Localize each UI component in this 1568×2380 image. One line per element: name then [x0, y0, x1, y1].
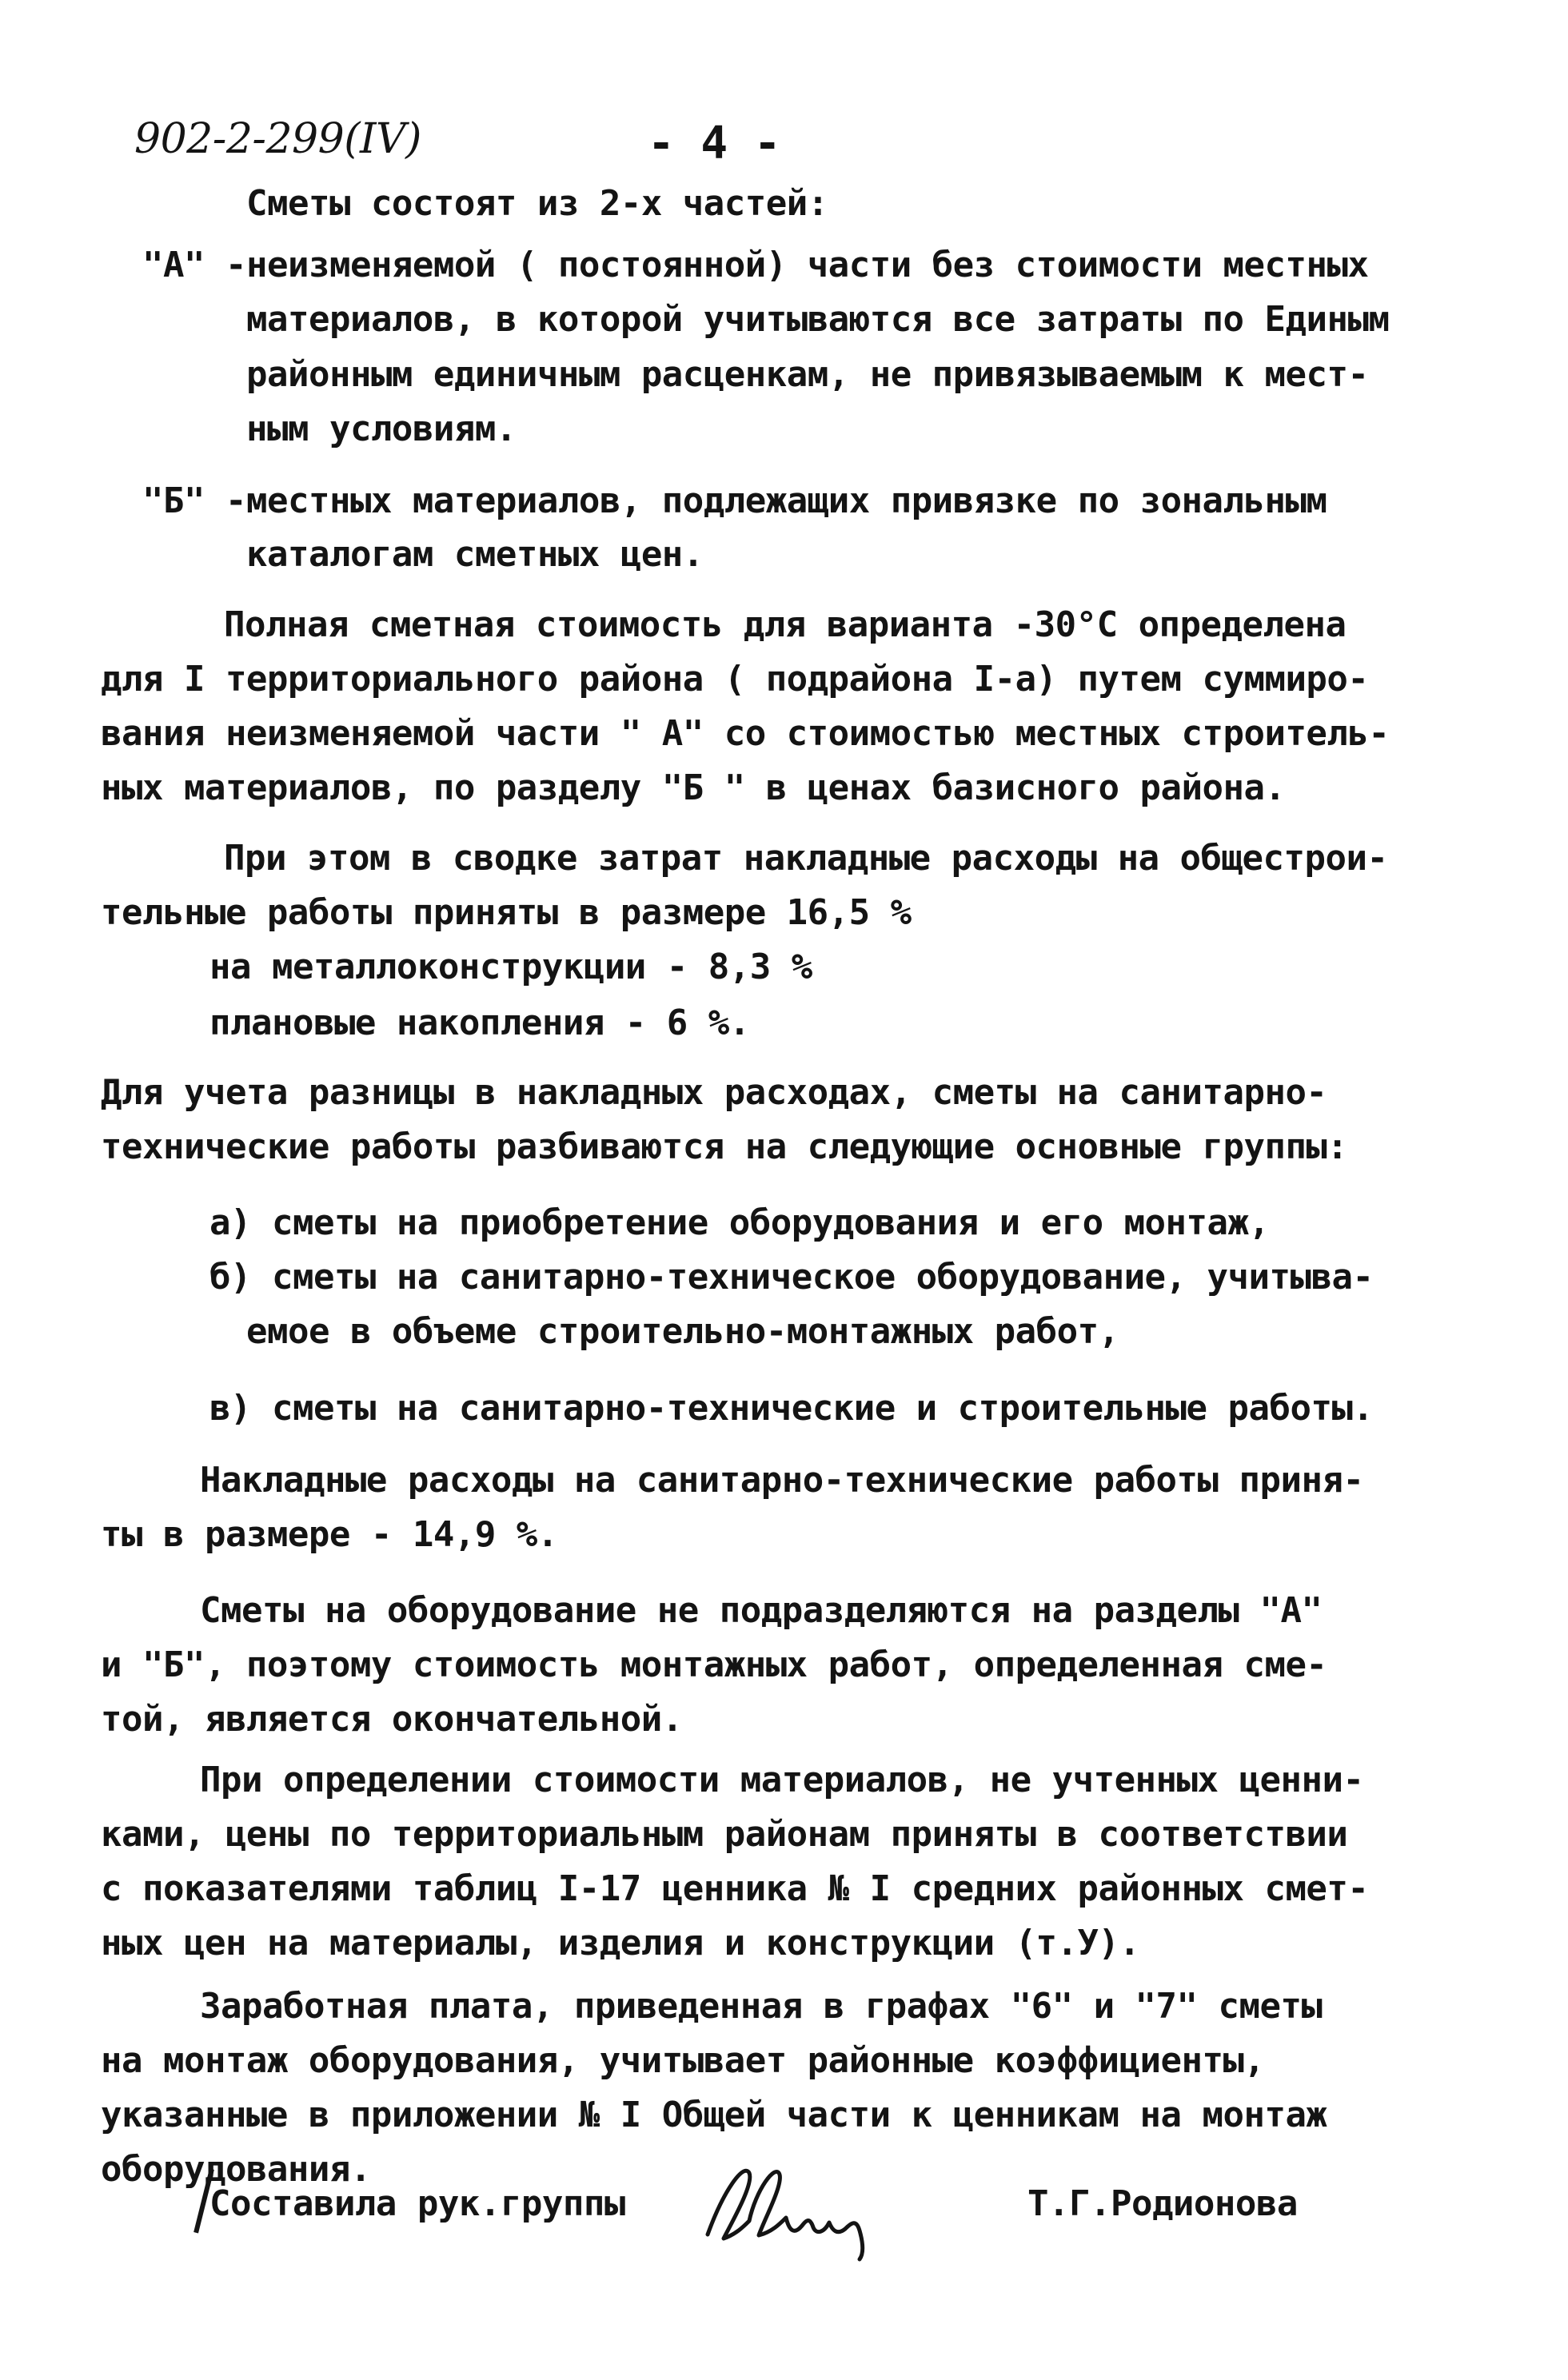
- handwritten-signature: [700, 2159, 892, 2262]
- list-item: б) сметы на санитарно-техническое оборудование, учитыва-: [209, 1257, 1374, 1298]
- part-b-line: местных материалов, подлежащих привязке по зональным: [246, 480, 1327, 521]
- part-b-marker: "Б" -: [142, 480, 246, 521]
- part-a-line: материалов, в которой учитываются все затраты по Единым: [246, 299, 1390, 340]
- paragraph-line: ных цен на материалы, изделия и конструкции (т.У).: [101, 1923, 1140, 1963]
- paragraph-line: При этом в сводке затрат накладные расходы на общестрои-: [224, 838, 1388, 879]
- paragraph-line: технические работы разбиваются на следующие основные группы:: [101, 1126, 1348, 1167]
- paragraph-line: тельные работы приняты в размере 16,5 %: [101, 892, 912, 933]
- paragraph-line: ками, цены по территориальным районам приняты в соответствии: [101, 1814, 1348, 1855]
- paragraph-line: и "Б", поэтому стоимость монтажных работ, определенная сме-: [101, 1644, 1327, 1685]
- paragraph-line: При определении стоимости материалов, не учтенных ценни-: [200, 1760, 1364, 1800]
- list-item: емое в объеме строительно-монтажных работ,: [246, 1311, 1119, 1352]
- paragraph-line: вания неизменяемой части " А" со стоимостью местных строитель-: [101, 713, 1390, 754]
- part-a-marker: "А" -: [142, 245, 246, 285]
- list-item: а) сметы на приобретение оборудования и его монтаж,: [209, 1202, 1270, 1243]
- paragraph-line: Сметы на оборудование не подразделяются на разделы "А": [200, 1590, 1323, 1631]
- document-number: 902-2-299(IV): [134, 115, 421, 163]
- paragraph-line: той, является окончательной.: [101, 1699, 683, 1740]
- part-b-line: каталогам сметных цен.: [246, 534, 704, 575]
- paragraph-line: для I территориального района ( подрайона I-а) путем суммиро-: [101, 659, 1369, 700]
- paragraph-line: Заработная плата, приведенная в графах "6" и "7" сметы: [200, 1986, 1323, 2027]
- list-item: в) сметы на санитарно-технические и строительные работы.: [209, 1388, 1374, 1429]
- paragraph-line: указанные в приложении № I Общей части к ценникам на монтаж: [101, 2095, 1327, 2135]
- paragraph-line: Полная сметная стоимость для варианта -30°С определена: [224, 604, 1347, 645]
- intro-line: Сметы состоят из 2-х частей:: [246, 183, 828, 224]
- paragraph-line: Накладные расходы на санитарно-технические работы приня-: [200, 1460, 1364, 1501]
- author-name: Т.Г.Родионова: [1027, 2183, 1298, 2224]
- part-a-line: ным условиям.: [246, 409, 517, 449]
- paragraph-line: ных материалов, по разделу "Б " в ценах базисного района.: [101, 767, 1286, 808]
- part-a-line: районным единичным расценкам, не привязываемым к мест-: [246, 354, 1369, 395]
- page-number: - 4 -: [648, 118, 781, 169]
- paragraph-line: оборудования.: [101, 2149, 371, 2190]
- paragraph-line: на монтаж оборудования, учитывает районные коэффициенты,: [101, 2040, 1265, 2081]
- paragraph-line: на металлоконструкции - 8,3 %: [209, 947, 812, 987]
- paragraph-line: плановые накопления - 6 %.: [209, 1003, 750, 1043]
- paragraph-line: с показателями таблиц I-17 ценника № I средних районных смет-: [101, 1868, 1369, 1909]
- part-a-line: неизменяемой ( постоянной) части без стоимости местных: [246, 245, 1369, 285]
- paragraph-line: Для учета разницы в накладных расходах, сметы на санитарно-: [101, 1072, 1327, 1113]
- paragraph-line: ты в размере - 14,9 %.: [101, 1514, 558, 1555]
- compiled-by-label: Составила рук.группы: [209, 2183, 625, 2224]
